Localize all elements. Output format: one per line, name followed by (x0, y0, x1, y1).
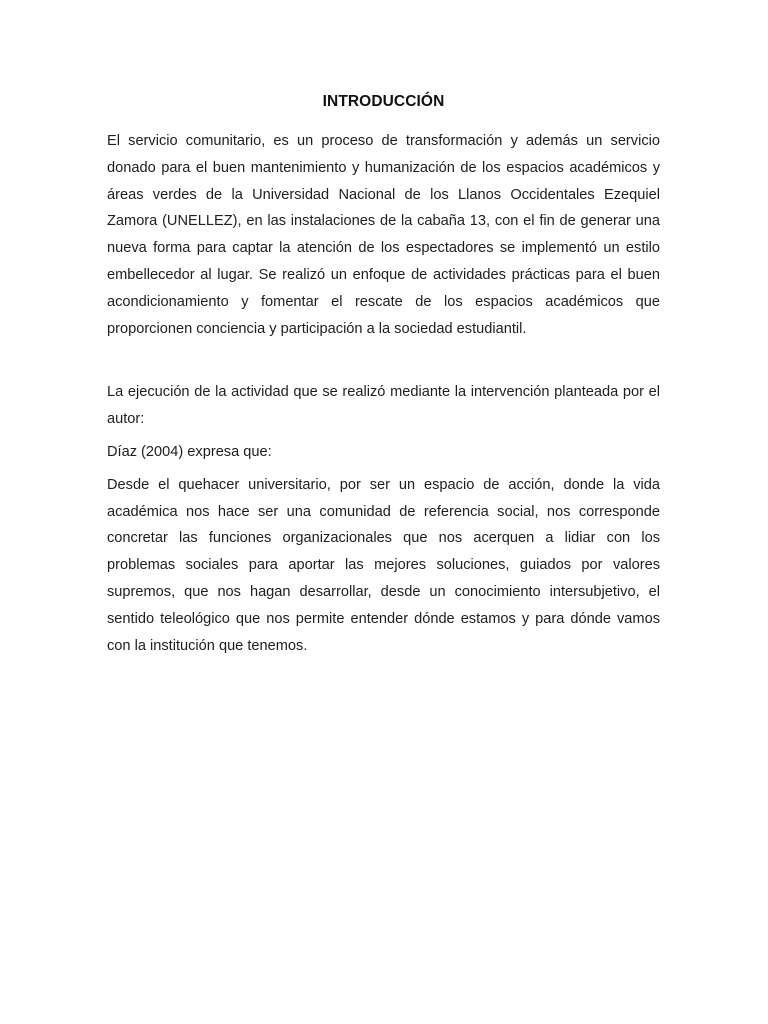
paragraph-execution: La ejecución de la actividad que se realizó mediante la intervención planteada por el autor: (107, 384, 660, 428)
document-title: INTRODUCCIÓN (322, 93, 445, 110)
document-body (107, 91, 660, 659)
paragraph-citation-lead: Díaz (2004) expresa que: (107, 443, 272, 460)
paragraph-introduction: El servicio comunitario, es un proceso de transformación y además un servicio donado para el buen mantenimiento y humanización de los espacios académicos y áreas verdes de la Universidad Nacional de los Llanos Occidentales Ezequiel Zamora (UNELLEZ), en las instalaciones de la cabaña 13, con el fin de generar una nueva forma para captar la atención de los espectadores se implementó un estilo embellecedor al lugar. Se realizó un enfoque de actividades prácticas para el buen acondicionamiento y fomentar el rescate de los espacios académicos que proporcionen conciencia y participación a la sociedad estudiantil. (107, 133, 660, 337)
paragraph-quote: Desde el quehacer universitario, por ser un espacio de acción, donde la vida académica nos hace ser una comunidad de referencia social, nos corresponde concretar las funciones organizacionales que nos acerquen a lidiar con los problemas sociales para aportar las mejores soluciones, guiados por valores supremos, que nos hagan desarrollar, desde un conocimiento intersubjetivo, el sentido teleológico que nos permite entender dónde estamos y para dónde vamos con la institución que tenemos. (107, 476, 660, 654)
